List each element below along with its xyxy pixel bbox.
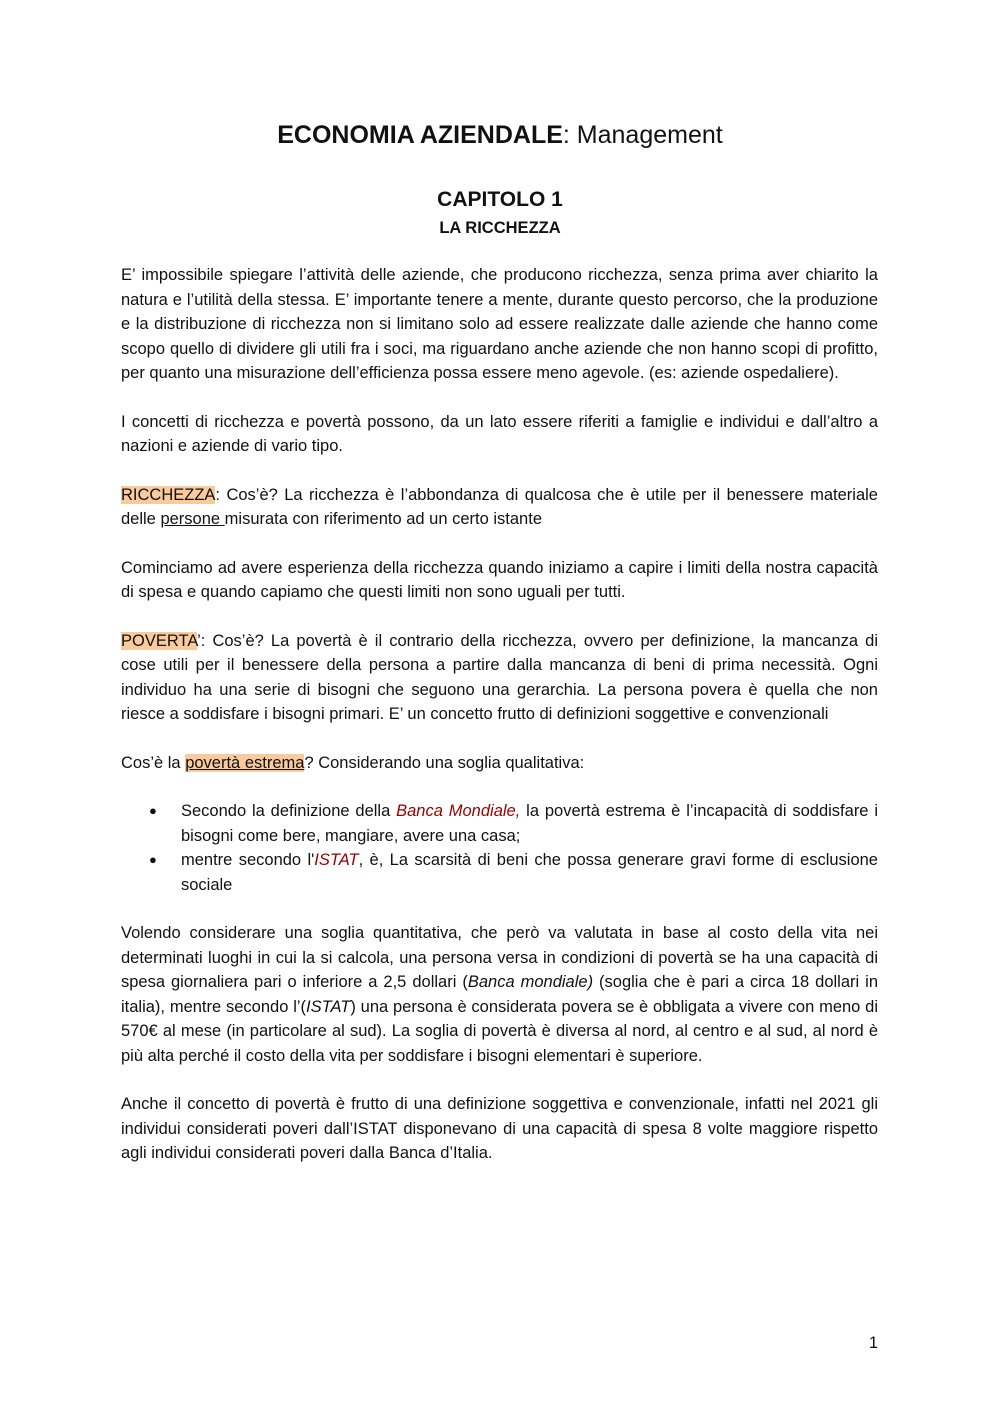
- paragraph-poverta: [121, 629, 878, 727]
- bullet-text-a: Secondo la definizione della: [181, 802, 397, 820]
- soglia-text-c: ) una persona è considerata povera se è obbligata a vivere con meno di 570€ al mese (in particolare al sud). La soglia di povertà è diversa al nord, al centro e al sud, al nord è più alta perché il costo della vita per soddisfare i bisogni elementari è superiore.: [121, 997, 879, 1065]
- document-title: [0, 118, 1000, 152]
- italic-istat: ISTAT: [306, 997, 351, 1016]
- chapter-heading: CAPITOLO 1: [437, 188, 563, 211]
- paragraph-poverta-estrema: [121, 751, 878, 776]
- bullet-text-b: , è, La scarsità di beni che possa generare gravi forme di esclusione sociale: [181, 851, 878, 894]
- emphasis-istat: ISTAT: [314, 851, 359, 869]
- soglia-text-a: Volendo considerare una soglia quantitativa, che però va valutata in base al costo della vita nei determinati luoghi in cui la si calcola, una persona versa in condizioni di povertà se ha una capacità di spesa giornaliera pari o inferiore a 2,5 dollari (: [121, 924, 878, 991]
- bullet-icon: ●: [149, 852, 157, 867]
- ricchezza-text-a: : Cos’è? La ricchezza è l’abbondanza di qualcosa che è utile per il benessere materiale delle: [121, 485, 878, 528]
- list-item: [121, 848, 878, 897]
- soglia-text-b: (soglia che è pari a circa 18 dollari in italia), mentre secondo l’(: [121, 973, 878, 1016]
- paragraph-intro: E’ impossibile spiegare l’attività delle aziende, che producono ricchezza, senza prima aver chiarito la natura e l’utilità della stessa. E’ importante tenere a mente, durante questo percorso, che la produzione e la distribuzione di ricchezza non si limitano solo ad essere realizzate dalle aziende che hanno come scopo quello di dividere gli utili fra i soci, ma riguardano anche aziende che non hanno scopi di profitto, per quanto una misurazione dell’efficienza possa essere meno agevole. (es: aziende ospedaliere).: [121, 266, 878, 382]
- ricchezza-text-b: misurata con riferimento ad un certo istante: [224, 510, 542, 528]
- title-bold: ECONOMIA AZIENDALE: [277, 121, 563, 149]
- emphasis-banca-mondiale: Banca Mondiale,: [396, 802, 521, 820]
- list-item: [121, 799, 878, 848]
- bullet-text-b: la povertà estrema è l’incapacità di soddisfare i bisogni come bere, mangiare, avere una casa;: [181, 802, 878, 845]
- paragraph-concepts: I concetti di ricchezza e povertà possono, da un lato essere riferiti a famiglie e individui e dall’altro a nazioni e aziende di vario tipo.: [121, 412, 878, 455]
- paragraph-conclusione: Anche il concetto di povertà è frutto di una definizione soggettiva e convenzionale, infatti nel 2021 gli individui considerati poveri dall’ISTAT disponevano di una capacità di spesa 8 volte maggiore rispetto agli individui considerati poveri dalla Banca d’Italia.: [121, 1095, 878, 1162]
- bullet-icon: ●: [149, 803, 157, 818]
- italic-banca-mondiale: Banca mondiale): [467, 973, 594, 991]
- document-body: [121, 263, 878, 1190]
- page-number: 1: [868, 1334, 878, 1352]
- highlighted-term-ricchezza: RICCHEZZA: [121, 485, 216, 504]
- underlined-word-persone: persone: [160, 510, 225, 528]
- bullet-text-a: mentre secondo l': [181, 851, 315, 869]
- paragraph-soglia-quantitativa: [121, 921, 878, 1068]
- paragraph-ricchezza: [121, 483, 878, 532]
- highlighted-term-poverta: POVERTA: [121, 631, 198, 650]
- paragraph-esperienza: Cominciamo ad avere esperienza della ricchezza quando iniziamo a capire i limiti della nostra capacità di spesa e quando capiamo che questi limiti non sono uguali per tutti.: [121, 558, 878, 601]
- chapter-subheading: LA RICCHEZZA: [439, 219, 561, 237]
- estrema-text-a: Cos’è la: [121, 753, 186, 772]
- definitions-list: [121, 799, 878, 897]
- estrema-text-b: ? Considerando una soglia qualitativa:: [304, 753, 585, 772]
- highlighted-term-poverta-estrema: povertà estrema: [185, 753, 305, 772]
- poverta-text: ’: Cos’è? La povertà è il contrario della ricchezza, ovvero per definizione, la mancanza di cose utili per il benessere della persona a partire dalla mancanza di beni di prima necessità. Ogni individuo ha una serie di bisogni che seguono una gerarchia. La persona povera è quella che non riesce a soddisfare i bisogni primari. E’ un concetto frutto di definizioni soggettive e convenzionali: [121, 631, 878, 723]
- title-rest: : Management: [562, 121, 723, 149]
